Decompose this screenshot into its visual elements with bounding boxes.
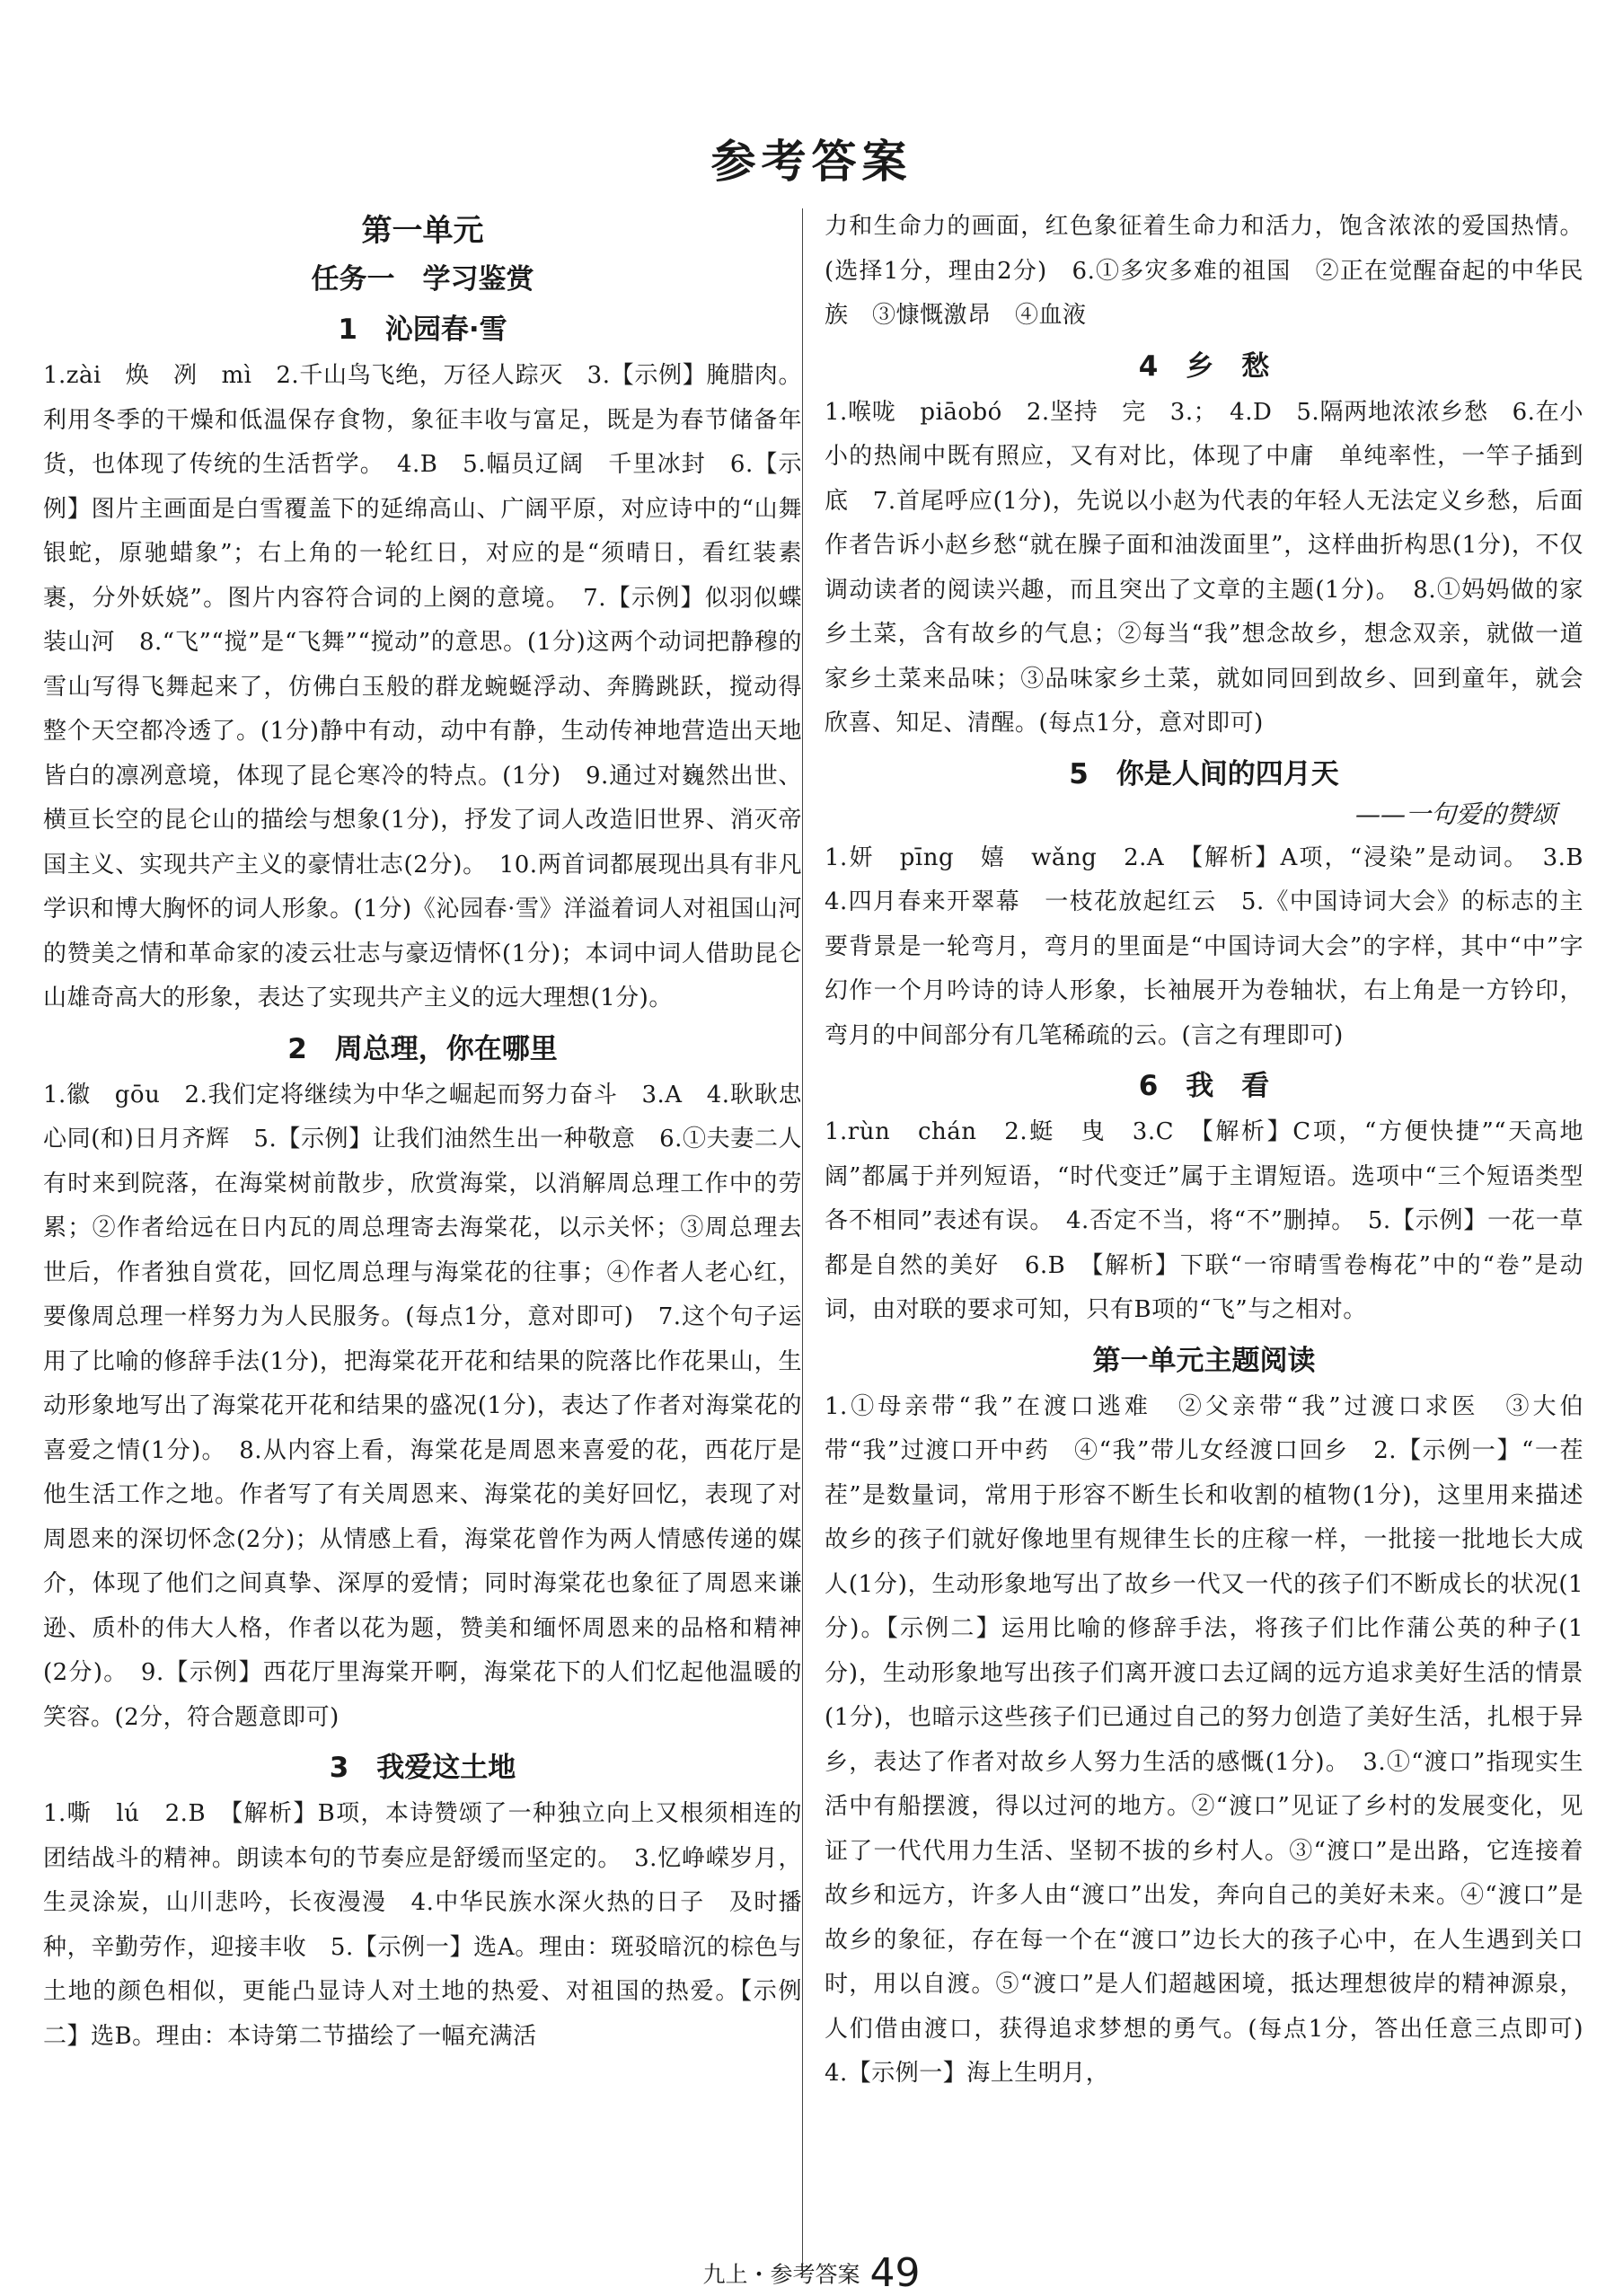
lesson-title: 5 你是人间的四月天 [1069,757,1339,790]
unit-heading: 第一单元 [361,213,484,249]
lesson-answers: 1.喉咙 piāobó 2.坚持 完 3.； 4.D 5.隔两地浓浓乡愁 6.在小小的热闹中既有照应，又有对比，体现了中庸 单纯率性，一竿子插到底 7.首尾呼应(1分)，先说以小赵为代表的年轻人无法定义乡愁，后面作者告诉小赵乡愁“就在臊子面和油泼面里”，这样曲折构思(1分)，不仅调动读者的阅读兴趣，而且突出了文章的主题(1分)。 8.①妈妈做的家乡土菜，含有故乡的气息；②每当“我”想念故乡，想念双亲，就做一道家乡土菜来品味；③品味家乡土菜，就如同回到故乡、回到童年，就会欣喜、知足、清醒。(每点1分，意对即可) [825,398,1583,737]
lesson-answers: 1.嘶 lú 2.B 【解析】B项，本诗赞颂了一种独立向上又根须相连的团结战斗的精神。朗读本句的节奏应是舒缓而坚定的。 3.忆峥嵘岁月，生灵涂炭，山川悲吟，长夜漫漫 4.中华民族水深火热的日子 及时播种，辛勤劳作，迎接丰收 5.【示例一】选A。理由：斑驳暗沉的棕色与土地的颜色相似，更能凸显诗人对土地的热爱、对祖国的热爱。【示例二】选B。理由：本诗第二节描绘了一幅充满活 [43,1800,802,2050]
lesson-answers: 1.zài 焕 冽 mì 2.千山鸟飞绝，万径人踪灭 3.【示例】腌腊肉。利用冬季的干燥和低温保存食物，象征丰收与富足，既是为春节储备年货，也体现了传统的生活哲学。 4.B 5.幅员辽阔 千里冰封 6.【示例】图片主画面是白雪覆盖下的延绵高山、广阔平原，对应诗中的“山舞银蛇，原驰蜡象”；右上角的一轮红日，对应的是“须晴日，看红装素裹，分外妖娆”。图片内容符合词的上阕的意境。 7.【示例】似羽似蝶装山河 8.“飞”“搅”是“飞舞”“搅动”的意思。(1分)这两个动词把静穆的雪山写得飞舞起来了，仿佛白玉般的群龙蜿蜒浮动、奔腾跳跃，搅动得整个天空都冷透了。(1分)静中有动，动中有静，生动传神地营造出天地皆白的凛冽意境，体现了昆仑寒冷的特点。(1分) 9.通过对巍然出世、横亘长空的昆仑山的描绘与想象(1分)，抒发了词人改造旧世界、消灭帝国主义、实现共产主义的豪情壮志(2分)。 10.两首词都展现出具有非凡学识和博大胸怀的词人形象。(1分)《沁园春·雪》洋溢着词人对祖国山河的赞美之情和革命家的凌云壮志与豪迈情怀(1分)；本词中词人借助昆仑山雄奇高大的形象，表达了实现共产主义的远大理想(1分)。 [43,362,802,1011]
lesson-answers: 1.rùn chán 2.蜓 曳 3.C 【解析】C项，“方便快捷”“天高地阔”都属于并列短语，“时代变迁”属于主谓短语。选项中“三个短语类型各不相同”表述有误。 4.否定不当，将“不”删掉。 5.【示例】一花一草都是自然的美好 6.B 【解析】下联“一帘晴雪卷梅花”中的“卷”是动词，由对联的要求可知，只有B项的“飞”与之相对。 [825,1118,1583,1323]
lesson-subtitle: ——一句爱的赞颂 [1354,799,1557,829]
page-title: 参考答案 [710,136,913,188]
page-footer [0,2250,1623,2296]
left-column [43,208,802,2059]
lesson-title: 6 我 看 [1138,1070,1270,1102]
footer-label: 九上・参考答案 [702,2261,860,2288]
continued-answers: 力和生命力的画面，红色象征着生命力和活力，饱含浓浓的爱国热情。(选择1分，理由2分) 6.①多灾多难的祖国 ②正在觉醒奋起的中华民族 ③慷慨激昂 ④血液 [825,213,1583,329]
lesson-title: 1 沁园春·雪 [338,313,507,346]
lesson-title: 3 我爱这土地 [329,1752,516,1784]
lesson-title: 4 乡 愁 [1138,349,1270,383]
section-answers: 1.①母亲带“我”在渡口逃难 ②父亲带“我”过渡口求医 ③大伯带“我”过渡口开中药 ④“我”带儿女经渡口回乡 2.【示例一】“一茬茬”是数量词，常用于形容不断生长和收割的植物(1分)，这里用来描述故乡的孩子们就好像地里有规律生长的庄稼一样，一批接一批地长大成人(1分)，生动形象地写出了故乡一代又一代的孩子们不断成长的状况(1分)。【示例二】运用比喻的修辞手法，将孩子们比作蒲公英的种子(1分)，生动形象地写出孩子们离开渡口去辽阔的远方追求美好生活的情景(1分)，也暗示这些孩子们已通过自己的努力创造了美好生活，扎根于异乡，表达了作者对故乡人努力生活的感慨(1分)。 3.①“渡口”指现实生活中有船摆渡，得以过河的地方。②“渡口”见证了乡村的发展变化，见证了一代代用力生活、坚韧不拔的乡村人。③“渡口”是出路，它连接着故乡和远方，许多人由“渡口”出发，奔向自己的美好未来。④“渡口”是故乡的象征，存在每一个在“渡口”边长大的孩子心中，在人生遇到关口时，用以自渡。⑤“渡口”是人们超越困境，抵达理想彼岸的精神源泉，人们借由渡口，获得追求梦想的勇气。(每点1分，答出任意三点即可) 4.【示例一】海上生明月， [825,1392,1608,2087]
page-number: 49 [869,2250,921,2296]
lesson-answers: 1.妍 pīng 嬉 wǎng 2.A 【解析】A项，“浸染”是动词。 3.B 4.四月春来开翠幕 一枝花放起红云 5.《中国诗词大会》的标志的主要背景是一轮弯月，弯月的里面是“中国诗词大会”的字样，其中“中”字幻作一个月吟诗的诗人形象，长袖展开为卷轴状，右上角是一方钤印，弯月的中间部分有几笔稀疏的云。(言之有理即可) [825,843,1608,1049]
section-title: 第一单元主题阅读 [1092,1344,1316,1377]
column-divider [802,208,803,2274]
right-column [825,205,1608,2097]
lesson-title: 2 周总理，你在哪里 [287,1032,558,1065]
lesson-answers: 1.徽 gōu 2.我们定将继续为中华之崛起而努力奋斗 3.A 4.耿耿忠心同(和)日月齐辉 5.【示例】让我们油然生出一种敬意 6.①夫妻二人有时来到院落，在海棠树前散步，欣赏海棠，以消解周总理工作中的劳累；②作者给远在日内瓦的周总理寄去海棠花，以示关怀；③周总理去世后，作者独自赏花，回忆周总理与海棠花的往事；④作者人老心红，要像周总理一样努力为人民服务。(每点1分，意对即可) 7.这个句子运用了比喻的修辞手法(1分)，把海棠花开花和结果的院落比作花果山，生动形象地写出了海棠花开花和结果的盛况(1分)，表达了作者对海棠花的喜爱之情(1分)。 8.从内容上看，海棠花是周恩来喜爱的花，西花厅是他生活工作之地。作者写了有关周恩来、海棠花的美好回忆，表现了对周恩来的深切怀念(2分)；从情感上看，海棠花曾作为两人情感传递的媒介，体现了他们之间真挚、深厚的爱情；同时海棠花也象征了周恩来谦逊、质朴的伟大人格，作者以花为题，赞美和缅怀周恩来的品格和精神(2分)。 9.【示例】西花厅里海棠开啊，海棠花下的人们忆起他温暖的笑容。(2分，符合题意即可) [43,1081,802,1731]
task-heading: 任务一 学习鉴赏 [311,263,534,296]
